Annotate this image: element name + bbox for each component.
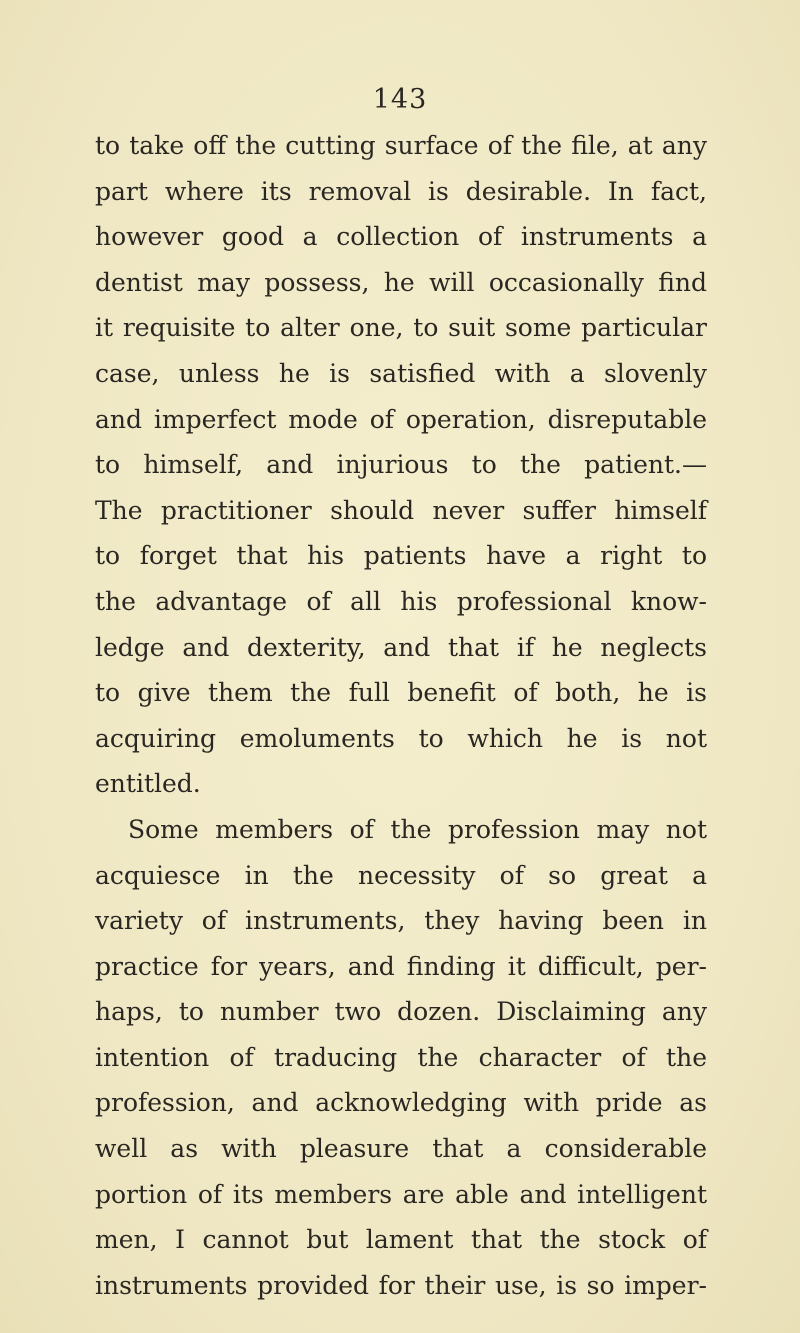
text-line: practice for years, and finding it difficult, per- — [95, 951, 707, 981]
text-line: to forget that his patients have a right to — [95, 541, 707, 571]
text-line: dentist may possess, he will occasionally find — [95, 267, 707, 297]
text-line: The practitioner should never suffer himself — [95, 495, 707, 525]
text-line: it requisite to alter one, to suit some particular — [95, 313, 707, 343]
text-line: and imperfect mode of operation, disreputable — [95, 404, 707, 434]
text-line: part where its removal is desirable. In fact, — [95, 176, 707, 206]
text-line: well as with pleasure that a considerable — [95, 1134, 707, 1164]
text-line: portion of its members are able and intelligent — [95, 1179, 707, 1209]
text-line: case, unless he is satisfied with a slovenly — [95, 358, 707, 388]
text-line: to give them the full benefit of both, he is — [95, 678, 707, 708]
text-line: the advantage of all his professional know- — [95, 586, 707, 616]
text-line: instruments provided for their use, is so imper- — [95, 1270, 707, 1300]
paragraph-start-line: Some members of the profession may not — [128, 814, 707, 844]
text-line: entitled. — [95, 769, 201, 799]
text-line: men, I cannot but lament that the stock of — [95, 1225, 707, 1255]
text-line: haps, to number two dozen. Disclaiming any — [95, 997, 707, 1027]
text-line: to himself, and injurious to the patient.— — [95, 450, 707, 480]
text-line: ledge and dexterity, and that if he neglects — [95, 632, 707, 662]
text-line: acquiring emoluments to which he is not — [95, 723, 707, 753]
page-number: 143 — [372, 84, 428, 115]
text-line: acquiesce in the necessity of so great a — [95, 860, 707, 890]
text-line: profession, and acknowledging with pride as — [95, 1088, 707, 1118]
text-line: intention of traducing the character of the — [95, 1042, 707, 1072]
text-line: to take off the cutting surface of the file, at any — [95, 131, 707, 160]
text-line: however good a collection of instruments a — [95, 222, 707, 252]
text-line: variety of instruments, they having been in — [95, 906, 707, 936]
body-text — [95, 123, 707, 1308]
